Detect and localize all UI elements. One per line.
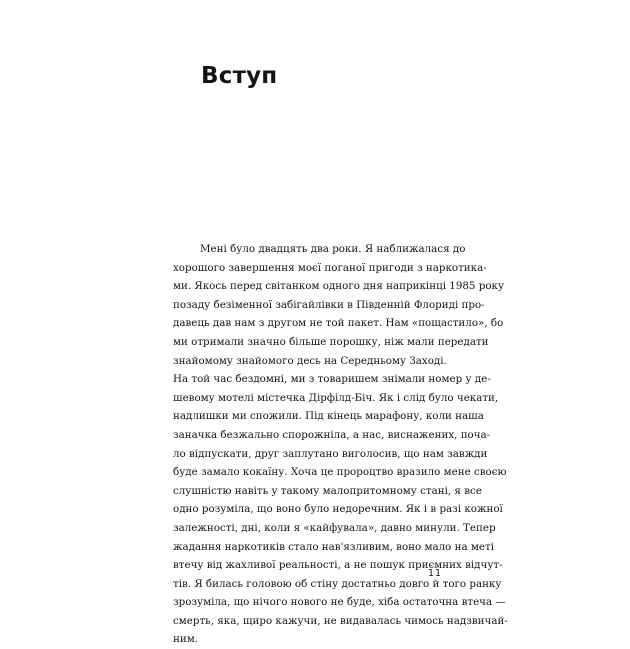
text-line: буде замало кокаїну. Хоча це пророцтво вразило мене своєю <box>173 466 507 479</box>
text-line: слушністю навіть у такому малопритомному стані, я все <box>173 484 482 497</box>
text-line: ми отримали значно більше порошку, ніж мали передати <box>173 335 489 348</box>
text-line: ло відпускати, друг заплутано виголосив, що нам завжди <box>173 447 488 460</box>
text-line: одно розуміла, що воно було недоречним. Як і в разі кожної <box>173 503 503 516</box>
text-line: знайомому знайомого десь на Середньому Заході. <box>173 354 447 367</box>
text-line: заначка безжально спорожніла, а нас, виснажених, поча- <box>173 428 491 441</box>
body-text <box>173 240 508 649</box>
text-line: шевому мотелі містечка Дірфілд-Біч. Як і слід було чекати, <box>173 391 499 404</box>
text-line: ним. <box>173 633 199 646</box>
text-line: жадання наркотиків стало нав'язливим, воно мало на меті <box>173 540 495 553</box>
text-line: смерть, яка, щиро кажучи, не видавалась чимось надзвичай- <box>173 614 508 627</box>
text-line: ми. Якось перед світанком одного дня наприкінці 1985 року <box>173 280 505 293</box>
text-line: позаду безіменної забігайлівки в Південній Флориді про- <box>173 298 485 311</box>
text-line: зрозуміла, що нічого нового не буде, хіба остаточна втеча — <box>173 596 506 609</box>
text-line: хорошого завершення моєї поганої пригоди з наркотика- <box>173 261 487 274</box>
text-line: тів. Я билась головою об стіну достатньо довго й того ранку <box>173 577 502 590</box>
paragraph-2 <box>173 370 508 649</box>
chapter-title: Вступ <box>201 63 278 89</box>
paragraph-1 <box>173 240 505 370</box>
text-line: давець дав нам з другом не той пакет. Нам «пощастило», бо <box>173 317 504 330</box>
text-line: залежності, дні, коли я «кайфувала», давно минули. Тепер <box>173 521 496 534</box>
text-line: втечу від жахливої реальності, а не пошук приємних відчут- <box>173 559 503 572</box>
page-number: 11 <box>428 568 443 579</box>
text-line: Мені було двадцять два роки. Я наближалася до <box>200 243 466 255</box>
text-line: надлишки ми спожили. Під кінець марафону, коли наша <box>173 410 484 423</box>
text-line: На той час бездомні, ми з товаришем знімали номер у де- <box>173 373 491 386</box>
